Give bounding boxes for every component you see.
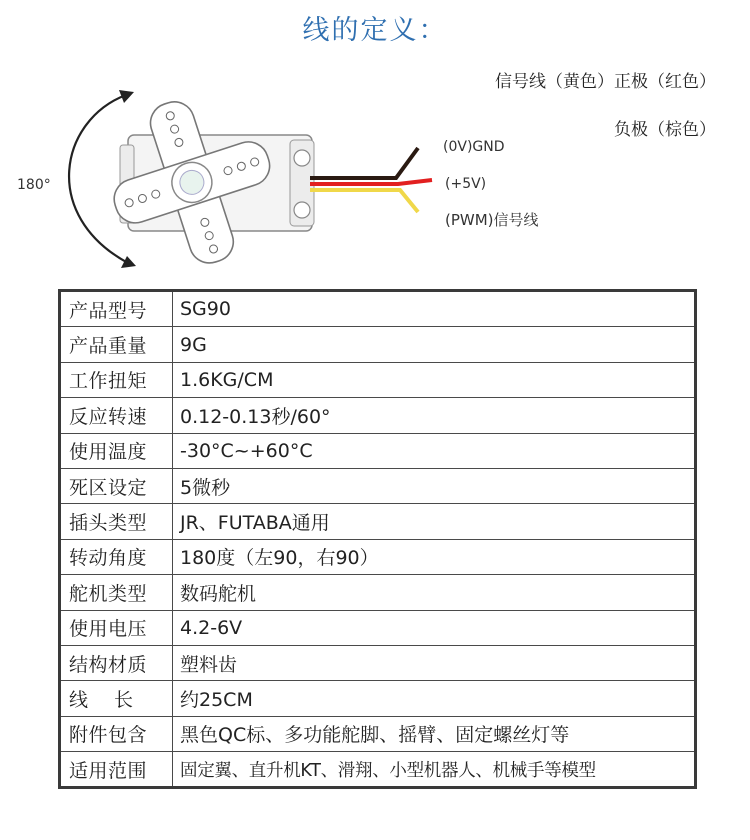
- table-row: [60, 504, 696, 539]
- positive-wire-label: (+5V): [445, 176, 487, 192]
- spec-value: 4.2-6V: [173, 610, 696, 645]
- table-row: [60, 291, 696, 327]
- spec-value: 数码舵机: [173, 575, 696, 610]
- table-row: [60, 433, 696, 468]
- spec-key: 舵机类型: [60, 575, 173, 610]
- wire-color-legend-negative: 负极（棕色）: [614, 120, 716, 140]
- spec-table: [58, 289, 697, 789]
- spec-value: 5微秒: [173, 468, 696, 503]
- table-row: [60, 398, 696, 433]
- spec-key: 使用电压: [60, 610, 173, 645]
- servo-wires: [310, 148, 432, 212]
- spec-value: 9G: [173, 327, 696, 362]
- gnd-wire-label: (0V)GND: [443, 139, 505, 155]
- table-row: [60, 610, 696, 645]
- table-row: [60, 362, 696, 397]
- rotation-angle-label: 180°: [17, 177, 51, 193]
- spec-value: 180度（左90，右90）: [173, 539, 696, 574]
- spec-value: 固定翼、直升机KT、滑翔、小型机器人、机械手等模型: [173, 752, 696, 788]
- spec-value: 1.6KG/CM: [173, 362, 696, 397]
- spec-key: 附件包含: [60, 716, 173, 751]
- spec-value: 约25CM: [173, 681, 696, 716]
- spec-value: 塑料齿: [173, 645, 696, 680]
- wire-color-legend-signal-positive: 信号线（黄色）正极（红色）: [495, 72, 716, 92]
- spec-value: 0.12-0.13秒/60°: [173, 398, 696, 433]
- spec-key: 反应转速: [60, 398, 173, 433]
- spec-key: 线长: [60, 681, 173, 716]
- table-row: [60, 327, 696, 362]
- spec-key: 使用温度: [60, 433, 173, 468]
- spec-value: JR、FUTABA通用: [173, 504, 696, 539]
- table-row: [60, 716, 696, 751]
- spec-key: 工作扭矩: [60, 362, 173, 397]
- spec-key: 产品型号: [60, 291, 173, 327]
- table-row: [60, 539, 696, 574]
- table-row: [60, 468, 696, 503]
- table-row: [60, 752, 696, 788]
- table-row: [60, 681, 696, 716]
- spec-key: 死区设定: [60, 468, 173, 503]
- signal-wire-label: (PWM)信号线: [445, 211, 539, 229]
- table-row: [60, 645, 696, 680]
- spec-value: SG90: [173, 291, 696, 327]
- spec-value: -30°C~+60°C: [173, 433, 696, 468]
- servo-motor-icon: [90, 79, 314, 285]
- spec-key: 产品重量: [60, 327, 173, 362]
- spec-key: 结构材质: [60, 645, 173, 680]
- spec-key: 转动角度: [60, 539, 173, 574]
- spec-key: 插头类型: [60, 504, 173, 539]
- spec-value: 黑色QC标、多功能舵脚、摇臂、固定螺丝灯等: [173, 716, 696, 751]
- servo-diagram: [0, 0, 750, 285]
- spec-key: 适用范围: [60, 752, 173, 788]
- page-title: 线的定义：: [302, 15, 448, 46]
- table-row: [60, 575, 696, 610]
